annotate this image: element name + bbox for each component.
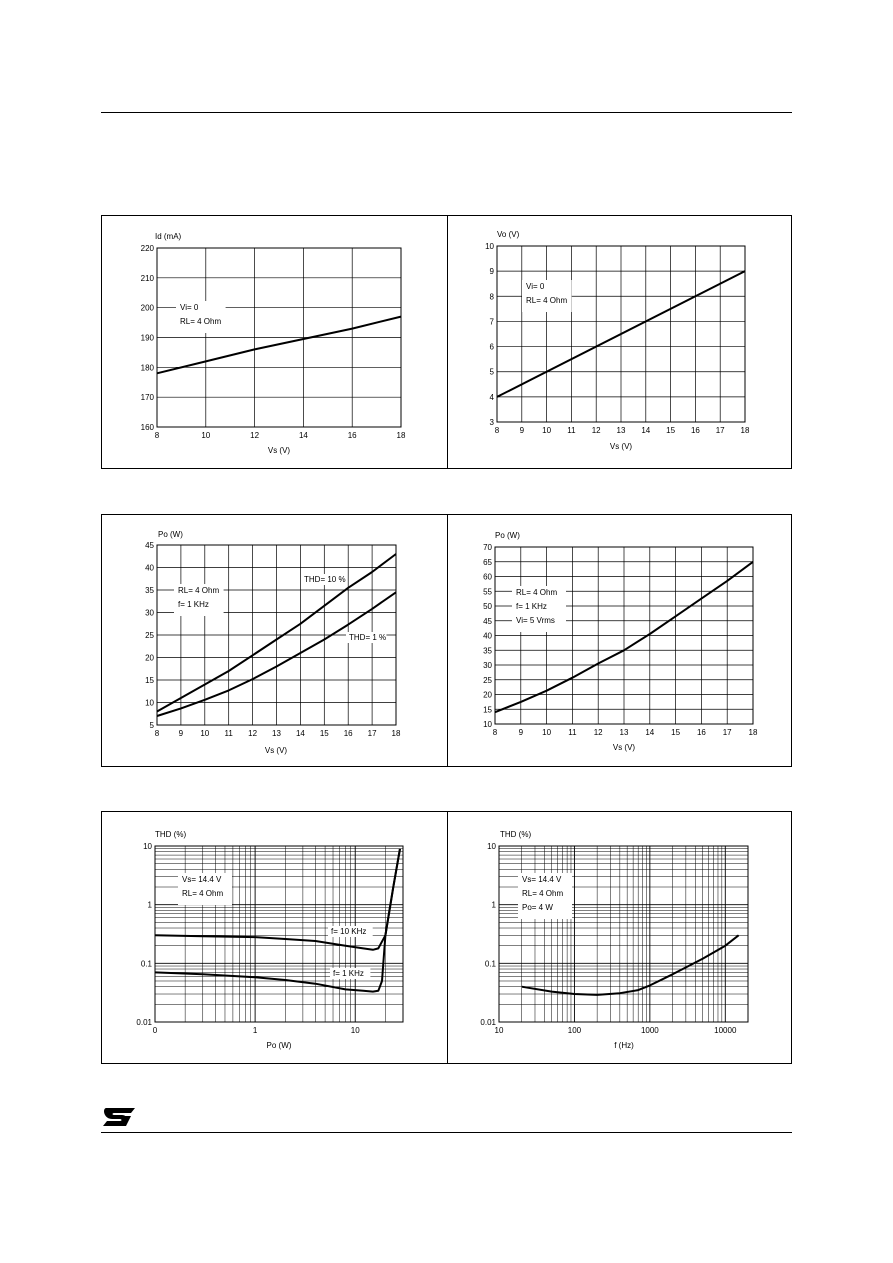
annotation-text: RL= 4 Ohm — [180, 317, 222, 326]
y-tick-label: 10 — [483, 720, 492, 729]
y-tick-label: 1 — [491, 900, 496, 910]
x-axis-label: f (Hz) — [614, 1041, 634, 1050]
y-axis-label: Po (W) — [158, 530, 183, 539]
chart-thd_vs_f — [480, 830, 748, 1050]
y-tick-label: 20 — [145, 653, 154, 663]
y-tick-label: 7 — [489, 317, 494, 327]
y-tick-label: 25 — [483, 675, 492, 685]
chart-vo_vs_vs — [485, 230, 750, 451]
y-axis-label: Po (W) — [495, 531, 520, 540]
y-tick-label: 4 — [489, 392, 494, 402]
annotation-text: Vs= 14.4 V — [182, 875, 222, 884]
x-axis-label: Po (W) — [266, 1041, 292, 1050]
x-tick-label: 0 — [152, 1026, 158, 1035]
annotation-text: RL= 4 Ohm — [178, 586, 220, 595]
y-tick-label: 160 — [140, 423, 154, 432]
x-tick-label: 18 — [740, 426, 750, 435]
y-tick-label: 8 — [489, 292, 494, 302]
y-tick-label: 170 — [140, 393, 154, 403]
x-axis-label: Vs (V) — [264, 746, 288, 755]
annotation-text: RL= 4 Ohm — [182, 889, 224, 898]
x-tick-label: 1 — [252, 1026, 258, 1035]
y-tick-label: 65 — [483, 557, 492, 567]
y-tick-label: 0.01 — [480, 1018, 496, 1027]
y-tick-label: 20 — [483, 690, 492, 700]
x-tick-label: 17 — [367, 729, 377, 738]
x-tick-label: 10 — [542, 426, 552, 435]
x-tick-label: 10 — [201, 431, 211, 440]
annotation-text: Vi= 5 Vrms — [516, 616, 555, 625]
y-tick-label: 10 — [487, 842, 496, 851]
x-tick-label: 14 — [295, 729, 305, 738]
series-line-1 — [522, 935, 739, 995]
annotation-text: Vi= 0 — [526, 282, 545, 291]
y-tick-label: 30 — [145, 608, 154, 618]
y-axis-label: THD (%) — [155, 830, 187, 839]
y-tick-label: 60 — [483, 572, 492, 582]
x-tick-label: 14 — [298, 431, 308, 440]
x-tick-label: 8 — [154, 729, 160, 738]
x-tick-label: 1000 — [640, 1026, 659, 1035]
y-tick-label: 10 — [145, 698, 154, 708]
plot-frame — [499, 846, 748, 1022]
x-tick-label: 17 — [722, 728, 732, 737]
y-tick-label: 6 — [489, 342, 494, 352]
y-tick-label: 25 — [145, 631, 154, 640]
y-tick-label: 220 — [140, 244, 154, 253]
x-tick-label: 14 — [645, 728, 655, 737]
st-logo — [101, 1106, 137, 1128]
y-tick-label: 5 — [149, 721, 154, 730]
series-label: THD= 1 % — [349, 633, 387, 642]
x-tick-label: 100 — [567, 1026, 582, 1035]
y-tick-label: 35 — [483, 646, 492, 656]
chart-po_vs_vs_thd — [145, 530, 401, 755]
footer-rule — [101, 1132, 792, 1133]
x-tick-label: 16 — [696, 728, 706, 737]
y-tick-label: 190 — [140, 333, 154, 343]
y-tick-label: 30 — [483, 661, 492, 670]
x-tick-label: 10 — [350, 1026, 360, 1035]
x-tick-label: 12 — [248, 729, 258, 738]
annotation-text: Vi= 0 — [180, 303, 199, 312]
y-tick-label: 0.01 — [136, 1018, 152, 1027]
annotation-text: Vs= 14.4 V — [522, 875, 562, 884]
x-tick-label: 9 — [518, 728, 524, 737]
chart-thd_vs_po — [136, 830, 403, 1050]
y-tick-label: 40 — [145, 563, 154, 573]
x-tick-label: 8 — [492, 728, 498, 737]
x-tick-label: 10 — [200, 729, 210, 738]
x-tick-label: 14 — [641, 426, 651, 435]
y-axis-label: THD (%) — [500, 830, 532, 839]
y-tick-label: 35 — [145, 586, 154, 595]
y-tick-label: 0.1 — [484, 959, 496, 969]
y-tick-label: 50 — [483, 602, 492, 611]
y-tick-label: 10 — [143, 842, 152, 851]
y-tick-label: 5 — [489, 367, 494, 377]
x-tick-label: 11 — [568, 728, 577, 737]
chart-po_vs_vs_5vrms — [483, 531, 758, 752]
y-axis-label: Id (mA) — [155, 232, 182, 241]
x-axis-label: Vs (V) — [609, 442, 633, 451]
x-tick-label: 12 — [593, 728, 603, 737]
y-axis-label: Vo (V) — [497, 230, 520, 239]
y-tick-label: 0.1 — [140, 959, 152, 969]
x-tick-label: 10 — [542, 728, 552, 737]
annotation-text: Po= 4 W — [522, 903, 553, 912]
x-axis-label: Vs (V) — [612, 743, 636, 752]
x-tick-label: 12 — [591, 426, 601, 435]
x-tick-label: 10000 — [714, 1026, 737, 1035]
y-tick-label: 210 — [140, 273, 154, 283]
y-tick-label: 9 — [489, 267, 494, 277]
x-tick-label: 18 — [396, 431, 406, 440]
x-tick-label: 11 — [567, 426, 576, 435]
y-tick-label: 70 — [483, 543, 492, 552]
annotation-text: f= 1 KHz — [516, 602, 547, 611]
series-label: f= 1 KHz — [333, 969, 364, 978]
series-label: f= 10 KHz — [331, 927, 367, 936]
x-tick-label: 8 — [494, 426, 500, 435]
x-tick-label: 15 — [671, 728, 681, 737]
y-tick-label: 1 — [147, 900, 152, 910]
x-tick-label: 16 — [690, 426, 700, 435]
annotation-text: f= 1 KHz — [178, 600, 209, 609]
x-tick-label: 8 — [154, 431, 160, 440]
x-tick-label: 15 — [666, 426, 676, 435]
x-tick-label: 12 — [250, 431, 260, 440]
x-tick-label: 16 — [347, 431, 357, 440]
chart-id_vs_vs — [141, 232, 406, 455]
x-axis-label: Vs (V) — [267, 446, 291, 455]
x-tick-label: 18 — [748, 728, 758, 737]
y-tick-label: 45 — [145, 541, 154, 550]
x-tick-label: 9 — [178, 729, 184, 738]
x-tick-label: 17 — [715, 426, 725, 435]
x-tick-label: 13 — [272, 729, 281, 738]
y-tick-label: 55 — [483, 587, 492, 597]
y-tick-label: 10 — [485, 242, 494, 251]
x-tick-label: 15 — [319, 729, 329, 738]
x-tick-label: 16 — [343, 729, 353, 738]
y-tick-label: 3 — [489, 418, 494, 427]
annotation-text: RL= 4 Ohm — [526, 296, 568, 305]
y-tick-label: 15 — [145, 676, 154, 685]
annotation-text: RL= 4 Ohm — [522, 889, 564, 898]
y-tick-label: 200 — [140, 303, 154, 313]
y-tick-label: 40 — [483, 631, 492, 641]
y-tick-label: 180 — [140, 363, 154, 373]
y-tick-label: 15 — [483, 705, 492, 715]
y-tick-label: 45 — [483, 616, 492, 626]
x-tick-label: 10 — [494, 1026, 504, 1035]
x-tick-label: 13 — [616, 426, 626, 435]
annotation-text: RL= 4 Ohm — [516, 588, 558, 597]
x-tick-label: 18 — [391, 729, 401, 738]
x-tick-label: 11 — [224, 729, 233, 738]
x-tick-label: 13 — [619, 728, 629, 737]
x-tick-label: 9 — [519, 426, 525, 435]
series-label: THD= 10 % — [304, 575, 346, 584]
